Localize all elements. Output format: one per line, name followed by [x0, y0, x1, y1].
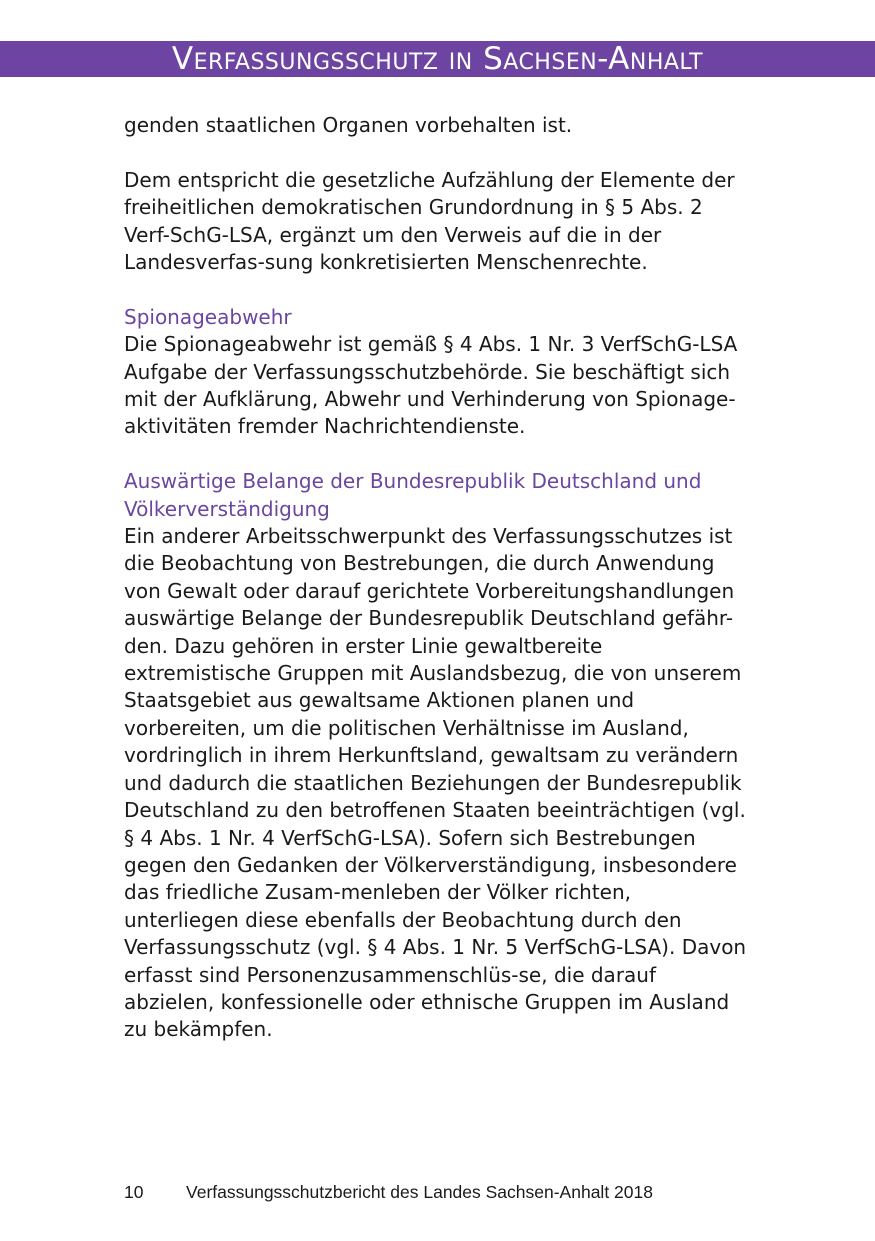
fdgo-paragraph: Dem entspricht die gesetzliche Aufzählung der Elemente der freiheitlichen demokratischen Grundordnung in § 5 Abs. 2 Verf-SchG-LSA, ergänzt um den Verweis auf die in der Landesverfas-sung konkretisierten Menschenrechte. — [124, 167, 735, 275]
page-footer — [124, 1182, 653, 1203]
page-number: 10 — [124, 1182, 144, 1202]
section-heading-auswaertige-belange: Auswärtige Belange der Bundesrepublik Deutschland und Völkerverständigung — [124, 469, 702, 521]
section-body-auswaertige-belange: Ein anderer Arbeitsschwerpunkt des Verfassungsschutzes ist die Beobachtung von Bestrebungen, die durch Anwendung von Gewalt oder darauf gerichtete Vorbereitungshandlungen auswärtige Belange der Bundesrepublik Deutschland gefähr-den. Dazu gehören in erster Linie gewaltbereite extremistische Gruppen mit Auslandsbezug, die von unserem Staatsgebiet aus gewaltsame Aktionen planen und vorbereiten, um die politischen Verhältnisse im Ausland, vordringlich in ihrem Herkunftsland, gewaltsam zu verändern und dadurch die staatlichen Beziehungen der Bundesrepublik Deutschland zu den betroffenen Staaten beeinträchtigen (vgl. § 4 Abs. 1 Nr. 4 VerfSchG-LSA). Sofern sich Bestrebungen gegen den Gedanken der Völkerverständigung, insbesondere das friedliche Zusam-menleben der Völker richten, unterliegen diese ebenfalls der Beobachtung durch den Verfassungsschutz (vgl. § 4 Abs. 1 Nr. 5 VerfSchG-LSA). Davon erfasst sind Personenzusammenschlüs-se, die darauf abzielen, konfessionelle oder ethnische Gruppen im Ausland zu bekämpfen. — [124, 524, 747, 1042]
main-content — [124, 112, 750, 1044]
header-band — [0, 41, 875, 77]
section-heading-spionageabwehr: Spionageabwehr — [124, 304, 292, 329]
footer-title: Verfassungsschutzbericht des Landes Sachsen-Anhalt 2018 — [186, 1182, 653, 1202]
section-body-spionageabwehr: Die Spionageabwehr ist gemäß § 4 Abs. 1 Nr. 3 VerfSchG-LSA Aufgabe der Verfassungsschutzbehörde. Sie beschäftigt sich mit der Aufklärung, Abwehr und Verhinderung von Spionage-aktivitäten fremder Nachrichtendienste. — [124, 332, 738, 439]
header-title: Verfassungsschutz in Sachsen-Anhalt — [171, 40, 704, 77]
continuation-paragraph: genden staatlichen Organen vorbehalten ist. — [124, 113, 573, 137]
